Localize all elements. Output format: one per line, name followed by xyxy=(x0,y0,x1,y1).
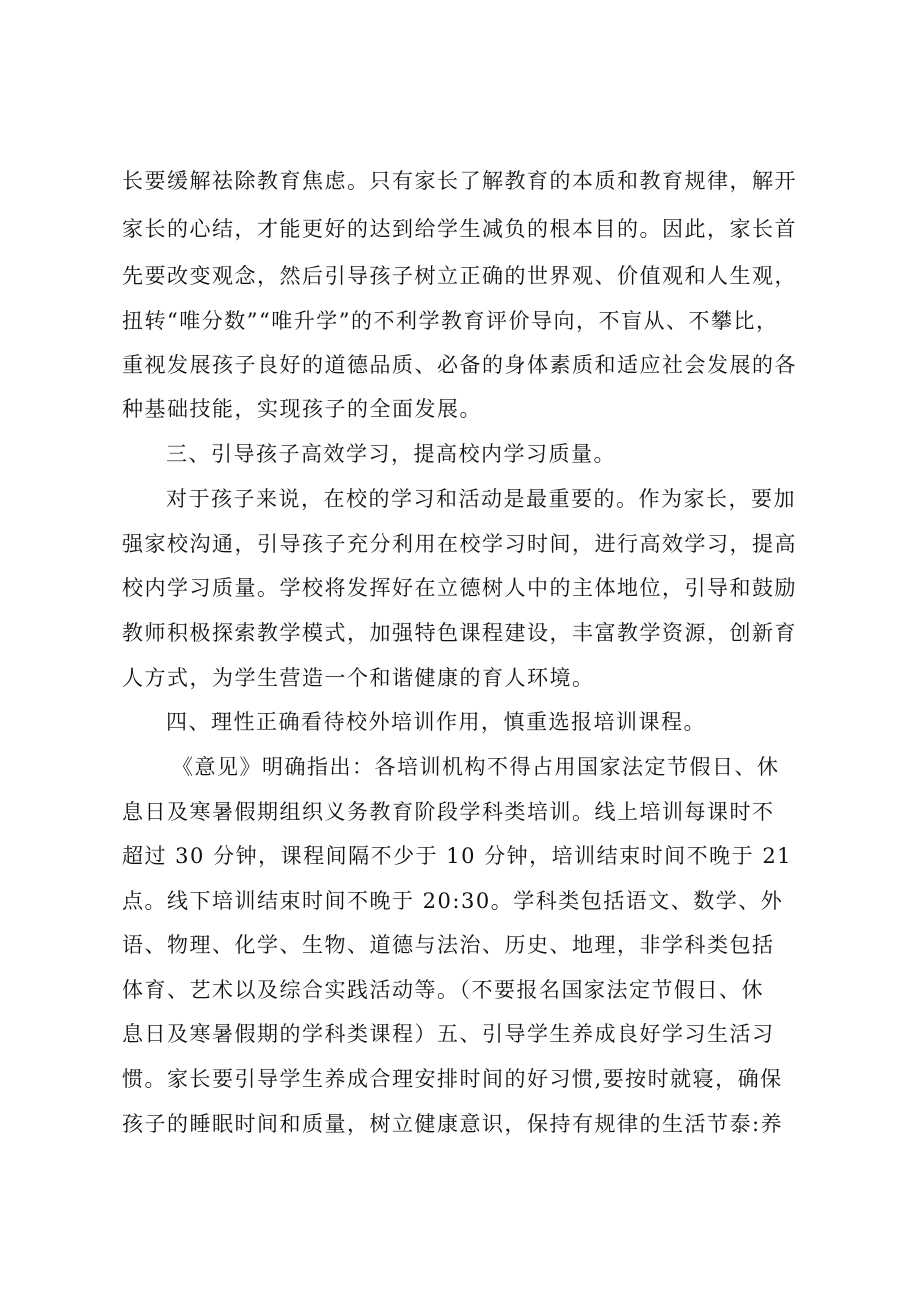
text-line-16: 超过 30 分钟，课程间隔不少于 10 分钟，培训结束时间不晚于 21 xyxy=(122,844,793,868)
text-line-14: 《意见》明确指出：各培训机构不得占用国家法定节假日、休 xyxy=(172,755,780,779)
text-line-20: 息日及寒暑假期的学科类课程）五、引导学生养成良好学习生活习 xyxy=(122,1022,775,1046)
text-line-5: 重视发展孩子良好的道德品质、必备的身体素质和适应社会发展的各 xyxy=(122,353,797,377)
text-line-21: 惯。家长要引导学生养成合理安排时间的好习惯,要按时就寝，确保 xyxy=(122,1067,783,1091)
text-line-10: 校内学习质量。学校将发挥好在立德树人中的主体地位，引导和鼓励 xyxy=(122,576,797,600)
text-line-17: 点。线下培训结束时间不晚于 20:30。学科类包括语文、数学、外 xyxy=(122,889,784,913)
text-line-3: 先要改变观念，然后引导孩子树立正确的世界观、价值观和人生观， xyxy=(122,264,797,288)
text-line-18: 语、物理、化学、生物、道德与法治、历史、地理，非学科类包括 xyxy=(122,933,775,957)
text-line-8: 对于孩子来说，在校的学习和活动是最重要的。作为家长，要加 xyxy=(166,487,796,511)
text-line-9: 强家校沟通，引导孩子充分利用在校学习时间，进行高效学习，提高 xyxy=(122,532,797,556)
text-line-4: 扭转“唯分数”“唯升学”的不利学教育评价导向，不盲从、不攀比， xyxy=(122,309,779,333)
text-line-22: 孩子的睡眠时间和质量，树立健康意识，保持有规律的生活节泰:养 xyxy=(122,1112,784,1136)
section-heading-4: 四、理性正确看待校外培训作用，慎重选报培训课程。 xyxy=(166,710,706,734)
text-line-11: 教师积极探索教学模式，加强特色课程建设，丰富教学资源，创新育 xyxy=(122,621,797,645)
text-line-19: 体育、艺术以及综合实践活动等。（不要报名国家法定节假日、休 xyxy=(122,978,764,1002)
text-line-12: 人方式，为学生营造一个和谐健康的育人环境。 xyxy=(122,666,595,690)
section-heading-3: 三、引导孩子高效学习，提高校内学习质量。 xyxy=(166,442,616,466)
text-line-6: 种基础技能，实现孩子的全面发展。 xyxy=(122,397,482,421)
text-line-1: 长要缓解祛除教育焦虑。只有家长了解教育的本质和教育规律，解开 xyxy=(122,169,797,193)
text-line-2: 家长的心结，才能更好的达到给学生减负的根本目的。因此，家长首 xyxy=(122,217,797,241)
text-line-15: 息日及寒暑假期组织义务教育阶段学科类培训。线上培训每课时不 xyxy=(122,800,775,824)
